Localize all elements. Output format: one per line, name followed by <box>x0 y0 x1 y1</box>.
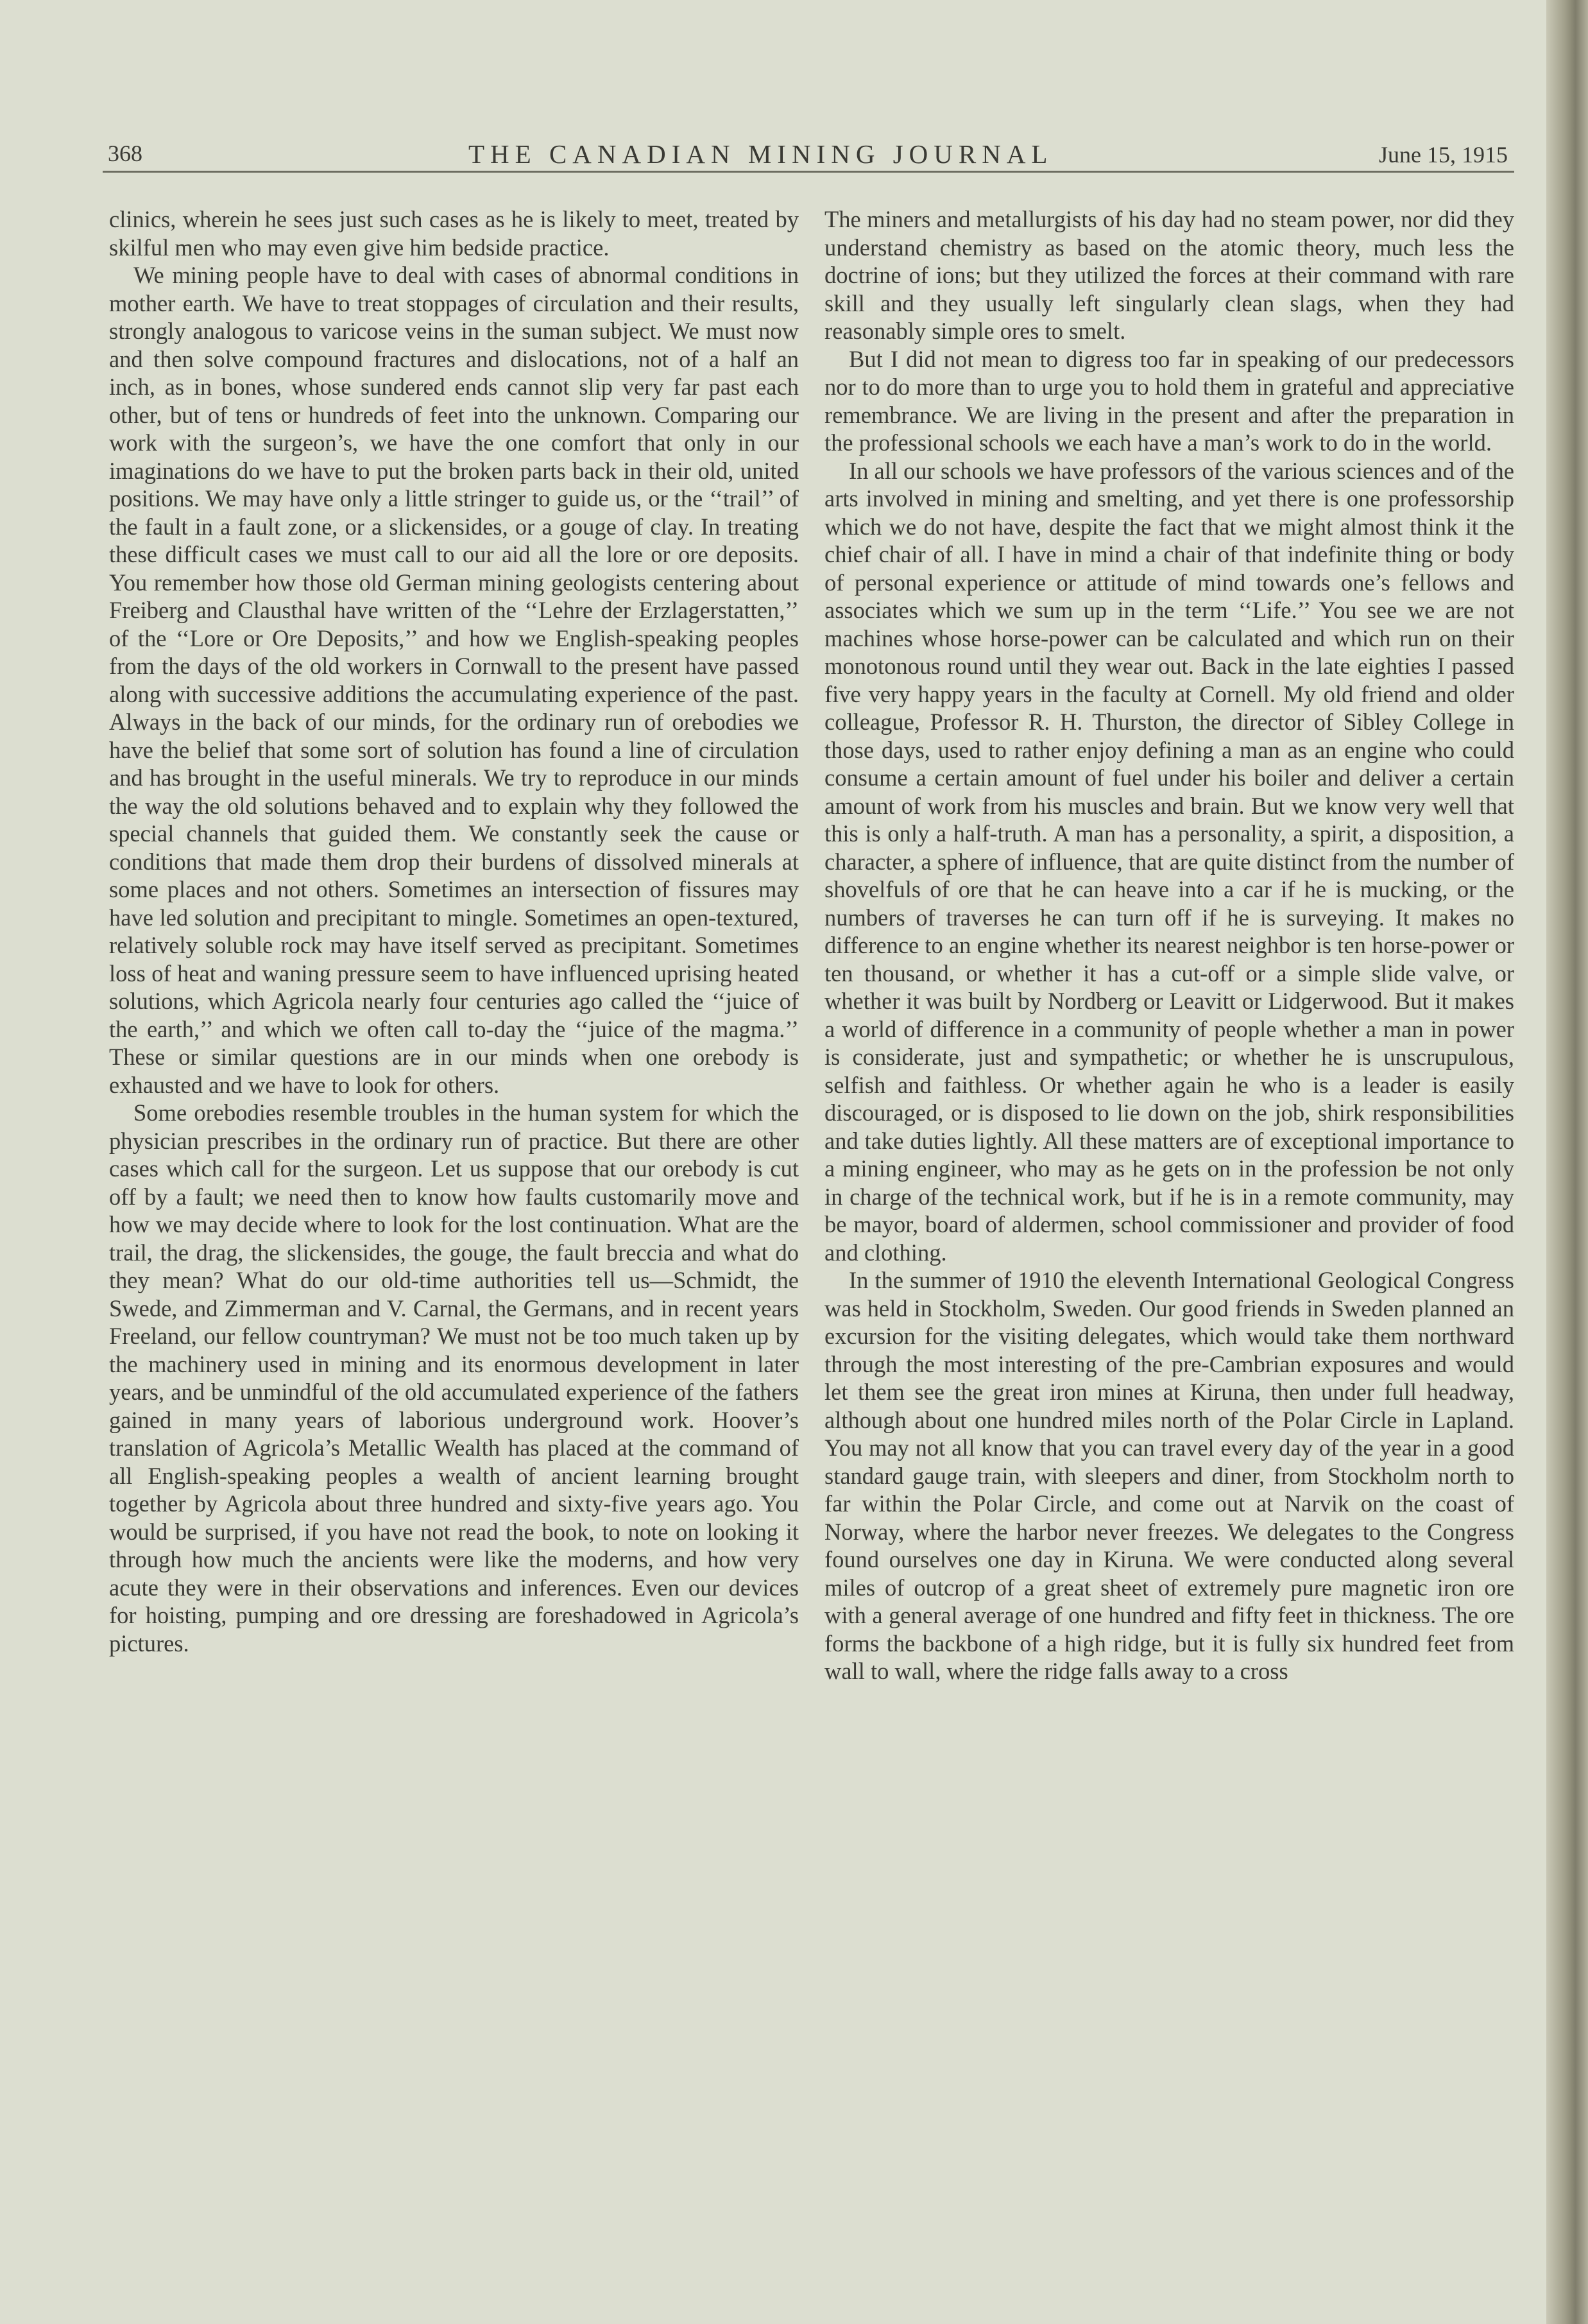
paragraph: The miners and metallurgists of his day had no steam power, nor did they understand chemistry as based on the atomic theory, much less the doctrine of ions; but they utilized the forces at their command with rare skill and they usually left singularly clean slags, when they had reasonably simple ores to smelt. <box>824 206 1514 344</box>
paragraph: But I did not mean to digress too far in speaking of our predecessors nor to do more than to urge you to hold them in grateful and appreciative remembrance. We are living in the present and after the preparation in the professional schools we each have a man’s work to do in the world. <box>824 345 1514 456</box>
paragraph: In all our schools we have professors of the various sciences and of the arts involved in mining and smelting, and yet there is one professorship which we do not have, despite the fact that we might almost think it the chief chair of all. I have in mind a chair of that indefinite thing or body of personal experience or attitude of mind towards one’s fellows and associates which we sum up in the term ‘‘Life.’’ You see we are not machines whose horse-power can be calculated and which run on their monotonous round until they wear out. Back in the late eighties I passed five very happy years in the faculty at Cornell. My old friend and older colleague, Professor R. H. Thurston, the director of Sibley College in those days, used to rather enjoy defining a man as an engine who could consume a certain amount of fuel under his boiler and deliver a certain amount of work from his muscles and brain. But we know very well that this is only a half-truth. A man has a personality, a spirit, a disposition, a character, a sphere of influence, that are quite distinct from the number of shovelfuls of ore that he can heave into a car if he is mucking, or the numbers of traverses he can turn off if he is surveying. It makes no difference to an engine whether its nearest neighbor is ten horse-power or ten thousand, or whether it has a cut-off or a simple slide valve, or whether it was built by Nordberg or Leavitt or Lidgerwood. But it makes a world of difference in a community of people whether a man in power is considerate, just and sympathetic; or whether he is unscrupulous, selfish and faithless. Or whether again he who is a leader is easily discouraged, or is disposed to lie down on the job, shirk responsibilities and take duties lightly. All these matters are of exceptional importance to a mining engineer, who may as he gets on in the profession be not only in charge of the technical work, but if he is in a remote community, may be mayor, board of aldermen, school commissioner and provider of food and clothing. <box>824 457 1514 1266</box>
page-number: 368 <box>108 141 142 166</box>
paragraph: We mining people have to deal with cases of abnormal conditions in mother earth. We have to treat stoppages of circulation and their results, strongly analogous to varicose veins in the suman subject. We must now and then solve compound fractures and dislocations, not of a half an inch, as in bones, whose sundered ends cannot slip very far past each other, but of tens or hundreds of feet into the unknown. Comparing our work with the surgeon’s, we have the one comfort that only in our imaginations do we have to put the broken parts back in their old, united positions. We may have only a little stringer to guide us, or the ‘‘trail’’ of the fault in a fault zone, or a slickensides, or a gouge of clay. In treating these difficult cases we must call to our aid all the lore or ore deposits. You remember how those old German mining geologists centering about Freiberg and Clausthal have written of the ‘‘Lehre der Erzlagerstatten,’’ of the ‘‘Lore or Ore Deposits,’’ and how we English-speaking peoples from the days of the old workers in Cornwall to the present have passed along with successive additions the accumulating experience of the past. Always in the back of our minds, for the ordinary run of orebodies we have the belief that some sort of solution has found a line of circulation and has brought in the useful minerals. We try to reproduce in our minds the way the old solutions behaved and to explain why they followed the special channels that guided them. We constantly seek the cause or conditions that made them drop their burdens of dissolved minerals at some places and not others. Sometimes an intersection of fissures may have led solution and precipitant to mingle. Sometimes an open-textured, relatively soluble rock may have itself served as precipitant. Sometimes loss of heat and waning pressure seem to have influenced uprising heated solutions, which Agricola nearly four centuries ago called the ‘‘juice of the earth,’’ and which we often call to-day the ‘‘juice of the magma.’’ These or similar questions are in our minds when one orebody is exhausted and we have to look for others. <box>109 262 799 1098</box>
journal-title: THE CANADIAN MINING JOURNAL <box>468 139 1054 169</box>
left-column <box>109 205 799 1657</box>
header-rule <box>103 171 1514 173</box>
paragraph: Some orebodies resemble troubles in the human system for which the physician prescribes in the ordinary run of practice. But there are other cases which call for the surgeon. Let us suppose that our orebody is cut off by a fault; we need then to know how faults customarily move and how we may decide where to look for the lost continuation. What are the trail, the drag, the slickensides, the gouge, the fault breccia and what do they mean? What do our old-time authorities tell us—Schmidt, the Swede, and Zimmerman and V. Carnal, the Germans, and in recent years Freeland, our fellow countryman? We must not be too much taken up by the machinery used in mining and its enormous development in later years, and be unmindful of the old accumulated experience of the fathers gained in many years of laborious underground work. Hoover’s translation of Agricola’s Metallic Wealth has placed at the command of all English-speaking peoples a wealth of ancient learning brought together by Agricola about three hundred and sixty-five years ago. You would be surprised, if you have not read the book, to note on looking it through how much the ancients were like the moderns, and how very acute they were in their observations and inferences. Even our devices for hoisting, pumping and ore dressing are foreshadowed in Agricola’s pictures. <box>109 1099 799 1657</box>
paragraph: In the summer of 1910 the eleventh International Geological Congress was held in Stockholm, Sweden. Our good friends in Sweden planned an excursion for the visiting delegates, which would take them northward through the most interesting of the pre-Cambrian exposures and would let them see the great iron mines at Kiruna, then under full headway, although about one hundred miles north of the Polar Circle in Lapland. You may not all know that you can travel every day of the year in a good standard gauge train, with sleepers and diner, from Stockholm north to far within the Polar Circle, and come out at Narvik on the coast of Norway, where the harbor never freezes. We delegates to the Congress found ourselves one day in Kiruna. We were conducted along several miles of outcrop of a great sheet of extremely pure magnetic iron ore with a general average of one hundred and fifty feet in thickness. The ore forms the backbone of a high ridge, but it is fully six hundred feet from wall to wall, where the ridge falls away to a cross <box>824 1267 1514 1684</box>
issue-date: June 15, 1915 <box>1379 142 1508 168</box>
paragraph: clinics, wherein he sees just such cases as he is likely to meet, treated by skilful men who may even give him bedside practice. <box>109 206 799 261</box>
right-column <box>824 205 1514 1685</box>
book-spine-edge <box>1546 0 1588 2324</box>
page-header <box>103 135 1514 173</box>
